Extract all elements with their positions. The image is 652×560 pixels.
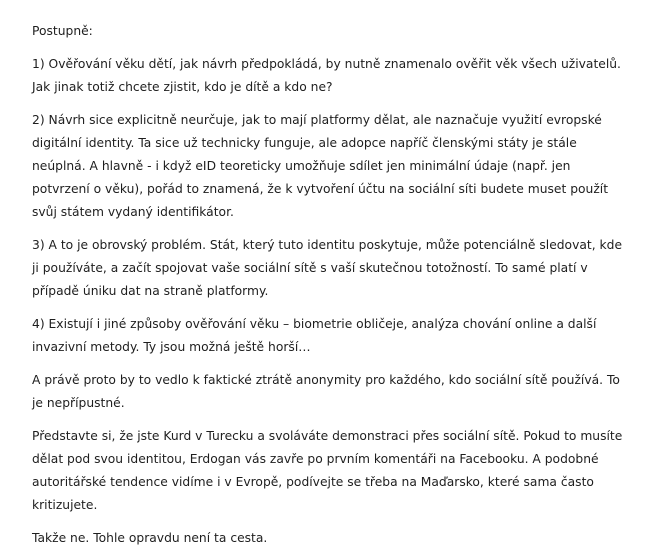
paragraph-other-methods: 4) Existují i jiné způsoby ověřování věku – biometrie obličeje, analýza chování online a další invazivní metody. Ty jsou možná ještě horší… [32, 317, 597, 354]
paragraph-digital-identity: 2) Návrh sice explicitně neurčuje, jak to mají platformy dělat, ale naznačuje využití evropské digitální identity. Ta sice už technicky funguje, ale adopce napříč členskými státy je stále neúplná. A hlavně - i když eID teoreticky umožňuje sdílet jen minimální údaje (např. jen potvrzení o věku), pořád to znamená, že k vytvoření účtu na sociální síti budete muset použít svůj státem vydaný identifikátor. [32, 113, 609, 219]
paragraph-state-surveillance: 3) A to je obrovský problém. Stát, který tuto identitu poskytuje, může potenciálně sledovat, kde ji používáte, a začít spojovat vaše sociální sítě s vaší skutečnou totožností. To samé platí v případě úniku dat na straně platformy. [32, 238, 623, 298]
document-heading: Postupně: [32, 24, 93, 38]
paragraph-example: Představte si, že jste Kurd v Turecku a svoláváte demonstraci přes sociální sítě. Pokud to musíte dělat pod svou identitou, Erdogan vás zavře po prvním komentáři na Facebooku. A podobné autoritářské tendence vidíme i v Evropě, podívejte se třeba na Maďarsko, které sama často kritizujete. [32, 429, 623, 512]
paragraph-conclusion: Takže ne. Tohle opravdu není ta cesta. [32, 531, 268, 545]
paragraph-anonymity-loss: A právě proto by to vedlo k faktické ztrátě anonymity pro každého, kdo sociální sítě používá. To je nepřípustné. [32, 373, 620, 410]
paragraph-age-verification: 1) Ověřování věku dětí, jak návrh předpokládá, by nutně znamenalo ověřit věk všech uživatelů. Jak jinak totiž chcete zjistit, kdo je dítě a kdo ne? [32, 57, 621, 94]
document-body [32, 20, 632, 560]
